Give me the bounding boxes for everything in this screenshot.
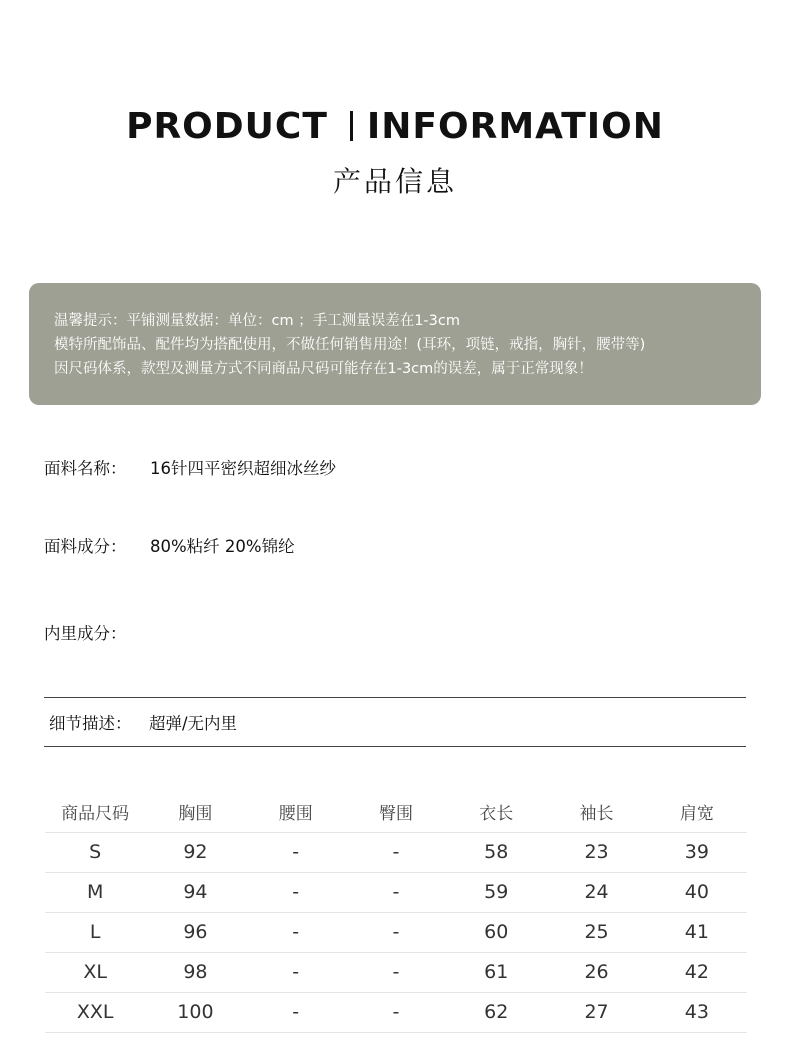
cell-size: L — [45, 912, 145, 952]
table-row — [45, 992, 747, 1032]
table-row — [45, 912, 747, 952]
cell-hip: - — [346, 872, 446, 912]
cell-length: 59 — [446, 872, 546, 912]
header-size: 商品尺码 — [45, 792, 145, 832]
cell-sleeve: 27 — [546, 992, 646, 1032]
cell-length: 62 — [446, 992, 546, 1032]
title-separator — [350, 111, 353, 141]
cell-sleeve: 23 — [546, 832, 646, 872]
title-en-left: PRODUCT — [126, 106, 328, 147]
detail-field — [49, 710, 237, 734]
detail-value: 超弹/无内里 — [149, 714, 238, 733]
notice-line: 因尺码体系，款型及测量方式不同商品尺码可能存在1-3cm的误差，属于正常现象！ — [54, 361, 593, 377]
header-chest: 胸围 — [145, 792, 245, 832]
cell-size: XL — [45, 952, 145, 992]
header-waist: 腰围 — [246, 792, 346, 832]
notice-line: 温馨提示：平铺测量数据：单位：cm ；手工测量误差在1-3cm — [54, 313, 460, 329]
cell-waist: - — [246, 832, 346, 872]
cell-size: M — [45, 872, 145, 912]
fabric-composition-value: 80%粘纤 20%锦纶 — [150, 537, 295, 556]
header-length: 衣长 — [446, 792, 546, 832]
cell-chest: 100 — [145, 992, 245, 1032]
size-table — [45, 792, 747, 1033]
size-table-header-row — [45, 792, 747, 832]
cell-chest: 96 — [145, 912, 245, 952]
fabric-name-value: 16针四平密织超细冰丝纱 — [150, 459, 336, 478]
cell-shoulder: 39 — [647, 832, 747, 872]
divider-top — [44, 697, 746, 698]
cell-length: 61 — [446, 952, 546, 992]
page-title-cn: 产品信息 — [332, 165, 457, 198]
cell-shoulder: 41 — [647, 912, 747, 952]
cell-hip: - — [346, 912, 446, 952]
cell-chest: 94 — [145, 872, 245, 912]
cell-sleeve: 25 — [546, 912, 646, 952]
cell-chest: 98 — [145, 952, 245, 992]
cell-waist: - — [246, 952, 346, 992]
fabric-name-label: 面料名称： — [44, 459, 127, 478]
cell-chest: 92 — [145, 832, 245, 872]
cell-sleeve: 24 — [546, 872, 646, 912]
cell-waist: - — [246, 872, 346, 912]
cell-length: 60 — [446, 912, 546, 952]
fabric-name-field — [44, 455, 336, 479]
header-sleeve: 袖长 — [546, 792, 646, 832]
fabric-composition-field — [44, 533, 295, 557]
notice-box — [29, 283, 761, 405]
cell-length: 58 — [446, 832, 546, 872]
title-en-right: INFORMATION — [366, 106, 664, 147]
cell-sleeve: 26 — [546, 952, 646, 992]
cell-shoulder: 40 — [647, 872, 747, 912]
cell-size: XXL — [45, 992, 145, 1032]
cell-hip: - — [346, 832, 446, 872]
cell-shoulder: 42 — [647, 952, 747, 992]
divider-bottom — [44, 746, 746, 747]
lining-composition-label: 内里成分： — [44, 624, 127, 643]
detail-label: 细节描述： — [49, 714, 132, 733]
cell-waist: - — [246, 912, 346, 952]
table-row — [45, 872, 747, 912]
header-shoulder: 肩宽 — [647, 792, 747, 832]
page-title-en — [0, 106, 790, 147]
fabric-composition-label: 面料成分： — [44, 537, 127, 556]
cell-hip: - — [346, 992, 446, 1032]
cell-hip: - — [346, 952, 446, 992]
header-hip: 臀围 — [346, 792, 446, 832]
lining-composition-field — [44, 620, 150, 644]
cell-waist: - — [246, 992, 346, 1032]
table-row — [45, 832, 747, 872]
cell-shoulder: 43 — [647, 992, 747, 1032]
table-row — [45, 952, 747, 992]
cell-size: S — [45, 832, 145, 872]
notice-line: 模特所配饰品、配件均为搭配使用，不做任何销售用途！(耳环，项链，戒指，胸针，腰带等) — [54, 337, 646, 353]
